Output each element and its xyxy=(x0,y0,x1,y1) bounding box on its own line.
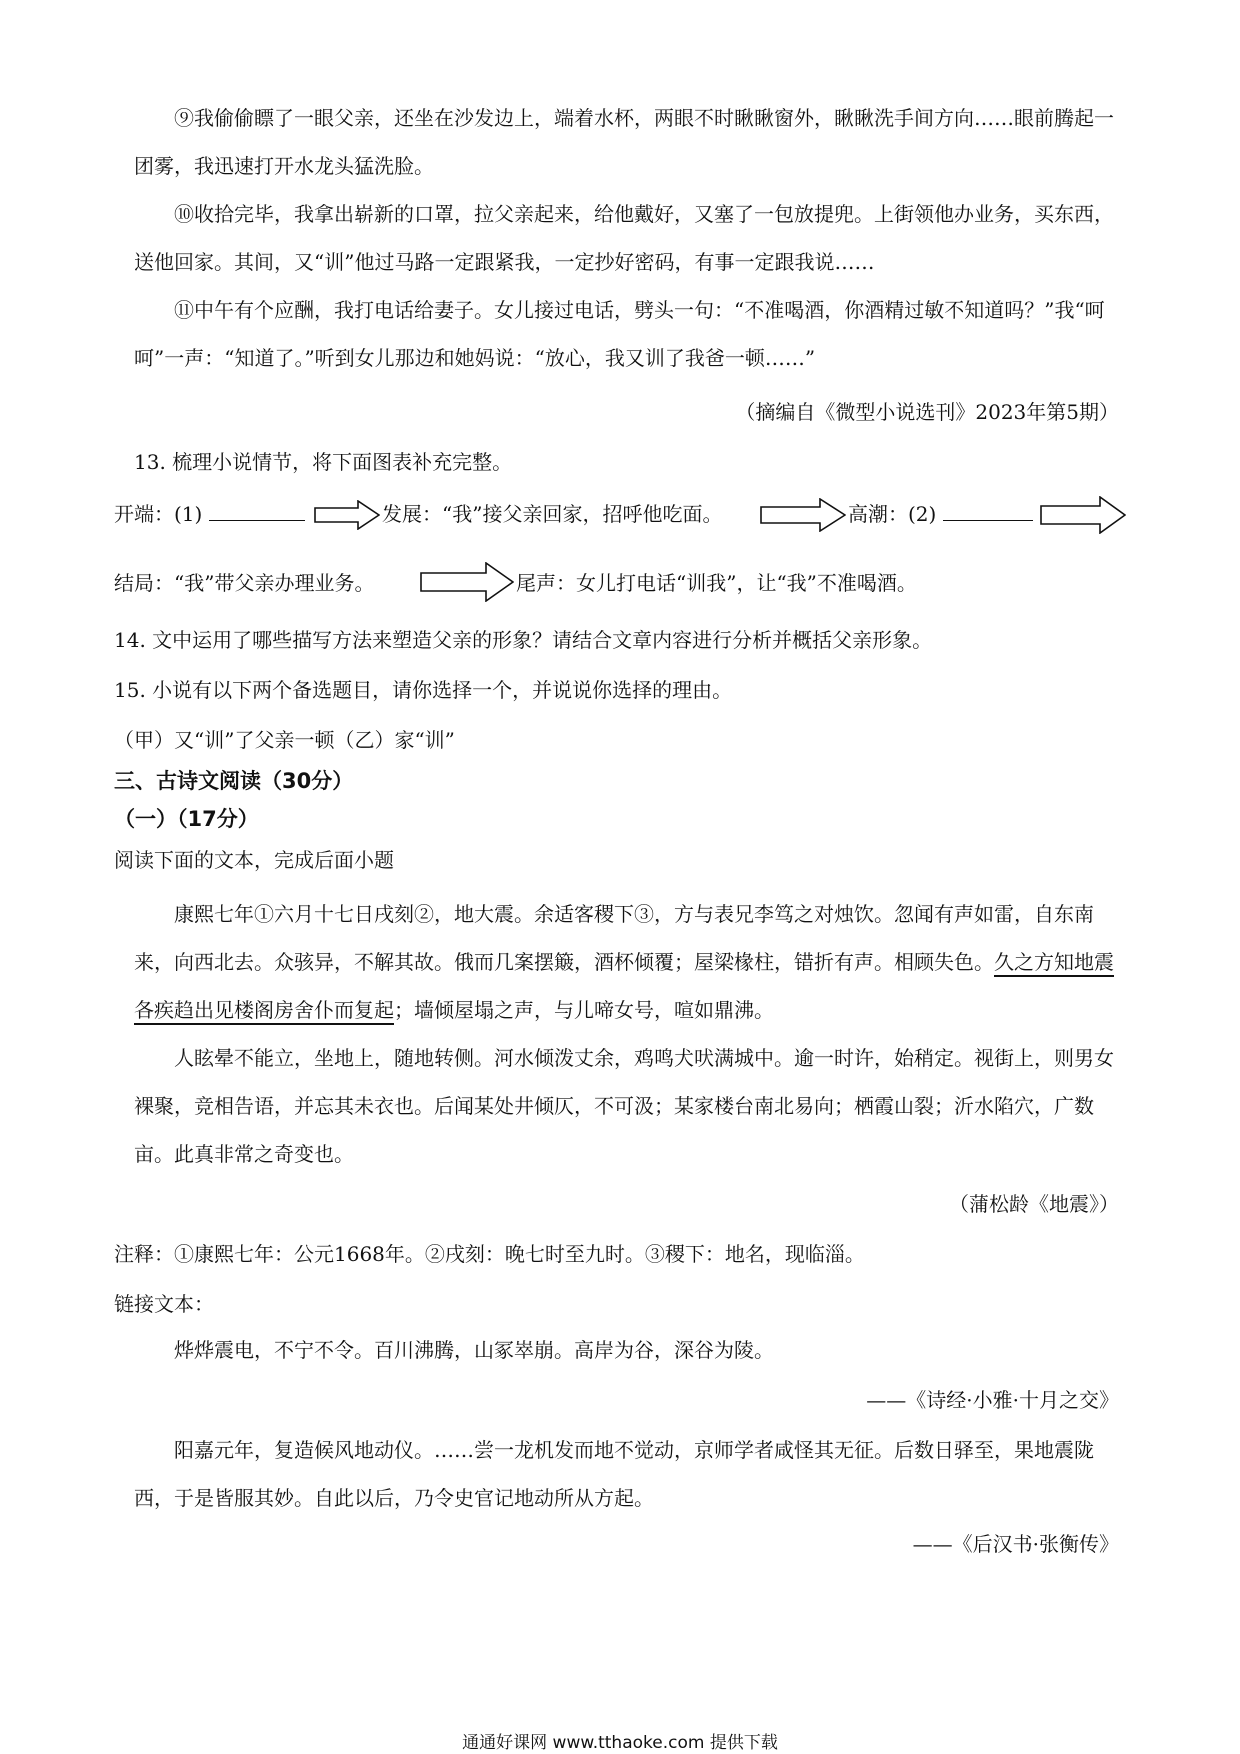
classical-paragraph-2: 人眩晕不能立，坐地上，随地转侧。河水倾泼丈余，鸡鸣犬吠满城中。逾一时许，始稍定。视街上，则男女裸聚，竞相告语，并忘其未衣也。后闻某处井倾仄，不可汲；某家楼台南北易向；栖霞山裂；沂水陷穴，广数亩。此真非常之奇变也。 xyxy=(134,1046,1114,1166)
plot-coda: 尾声：女儿打电话“训我”，让“我”不准喝酒。 xyxy=(516,571,917,595)
classical-paragraph-1 xyxy=(134,890,1129,1034)
arrow-2-icon xyxy=(760,498,846,532)
annotations: 注释：①康熙七年：公元1668年。②戌刻：晚七时至九时。③稷下：地名，现临淄。 xyxy=(114,1242,865,1266)
reading-instruction: 阅读下面的文本，完成后面小题 xyxy=(114,848,394,872)
link-text-2: 阳嘉元年，复造候风地动仪。……尝一龙机发而地不觉动，京师学者咸怪其无征。后数日驿至，果地震陇西，于是皆服其妙。自此以后，乃令史官记地动所从方起。 xyxy=(134,1438,1094,1510)
classical-paragraph-1-end: ；墙倾屋塌之声，与儿啼女号，喧如鼎沸。 xyxy=(394,998,774,1022)
link-text-1: 烨烨震电，不宁不令。百川沸腾，山冢崒崩。高岸为谷，深谷为陵。 xyxy=(174,1338,774,1362)
question-15-prompt: 15. 小说有以下两个备选题目，请你选择一个，并说说你选择的理由。 xyxy=(114,678,733,702)
question-14: 14. 文中运用了哪些描写方法来塑造父亲的形象？请结合文章内容进行分析并概括父亲形象。 xyxy=(114,628,933,652)
arrow-1-icon xyxy=(314,500,380,530)
passage-source: （摘编自《微型小说选刊》2023年第5期） xyxy=(735,400,1119,424)
link-text-2-source: ——《后汉书·张衡传》 xyxy=(912,1532,1119,1556)
section-3-part-1: （一）（17分） xyxy=(114,807,259,831)
plot-start-label: 开端：(1) xyxy=(114,502,203,526)
arrow-4-icon xyxy=(420,562,514,602)
underlined-sentence: 久之方知地震各疾趋出见楼阁房舍仆而复起 xyxy=(134,950,1114,1022)
arrow-3-icon xyxy=(1040,496,1126,534)
plot-develop: 发展：“我”接父亲回家，招呼他吃面。 xyxy=(382,502,723,526)
answer-blank-1[interactable] xyxy=(209,498,305,521)
paragraph-10: ⑩收拾完毕，我拿出崭新的口罩，拉父亲起来，给他戴好，又塞了一包放提兜。上街领他办业务，买东西，送他回家。其间，又“训”他过马路一定跟紧我，一定抄好密码，有事一定跟我说…… xyxy=(134,202,1114,274)
plot-ending: 结局：“我”带父亲办理业务。 xyxy=(114,571,375,595)
classical-paragraph-1-text: 康熙七年①六月十七日戌刻②，地大震。余适客稷下③，方与表兄李笃之对烛饮。忽闻有声如雷，自东南来，向西北去。众骇异，不解其故。俄而几案摆簸，酒杯倾覆；屋梁椽柱，错折有声。相顾失色。 xyxy=(134,902,1094,974)
link-text-label: 链接文本： xyxy=(114,1292,214,1316)
question-13-prompt: 13. 梳理小说情节，将下面图表补充完整。 xyxy=(134,450,513,474)
link-text-1-source: ——《诗经·小雅·十月之交》 xyxy=(866,1388,1119,1412)
classical-source: （蒲松龄《地震》） xyxy=(949,1192,1119,1216)
question-15-options: （甲）又“训”了父亲一顿（乙）家“训” xyxy=(114,728,455,752)
plot-climax-label: 高潮：(2) xyxy=(848,502,937,526)
paragraph-11: ⑪中午有个应酬，我打电话给妻子。女儿接过电话，劈头一句：“不准喝酒，你酒精过敏不知道吗？”我“呵呵”一声：“知道了。”听到女儿那边和她妈说：“放心，我又训了我爸一顿……” xyxy=(134,298,1105,370)
plot-climax xyxy=(848,494,1033,534)
paragraph-9: ⑨我偷偷瞟了一眼父亲，还坐在沙发边上，端着水杯，两眼不时瞅瞅窗外，瞅瞅洗手间方向……眼前腾起一团雾，我迅速打开水龙头猛洗脸。 xyxy=(134,106,1114,178)
answer-blank-2[interactable] xyxy=(943,498,1033,521)
plot-start xyxy=(114,494,305,534)
page-footer: 通通好课网 www.tthaoke.com 提供下载 xyxy=(462,1733,778,1753)
section-3-title: 三、古诗文阅读（30分） xyxy=(114,769,354,793)
